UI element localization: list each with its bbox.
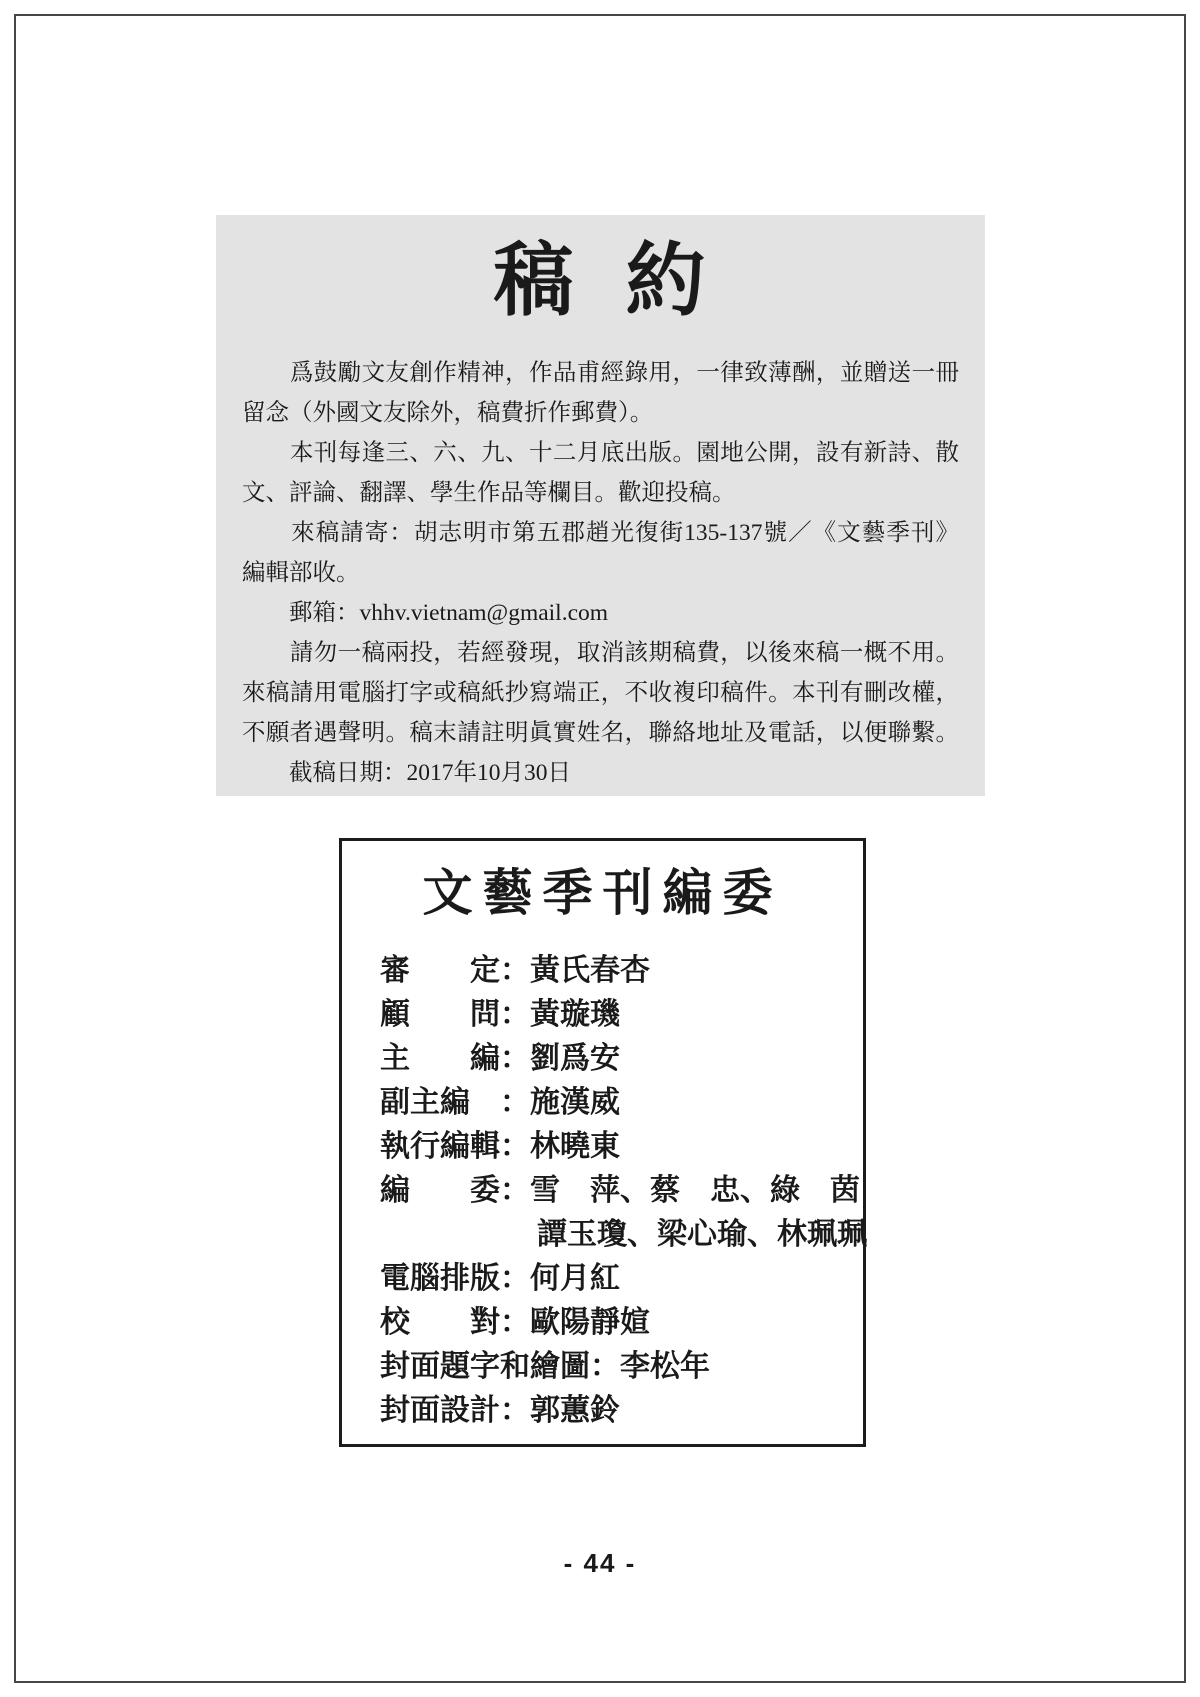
role-label: 封面題字和繪圖 bbox=[380, 1350, 590, 1383]
page-number: - 44 - bbox=[563, 1548, 637, 1578]
person-name: 何月紅 bbox=[530, 1262, 620, 1295]
committee-row bbox=[380, 1301, 853, 1345]
colon-separator: ： bbox=[500, 998, 530, 1031]
notice-line: 文、評論、翻譯、學生作品等欄目。歡迎投稿。 bbox=[242, 480, 736, 506]
person-name: 劉爲安 bbox=[530, 1042, 620, 1075]
committee-row bbox=[380, 1345, 853, 1389]
role-label: 封面設計 bbox=[380, 1394, 500, 1427]
notice-line: 請勿一稿兩投，若經發現，取消該期稿費，以後來稿一概不用。 bbox=[242, 640, 959, 666]
committee-title: 文藝季刊編委 bbox=[422, 865, 783, 921]
committee-row bbox=[380, 1257, 853, 1301]
role-label: 編 委 bbox=[380, 1174, 500, 1207]
role-label: 審 定 bbox=[380, 954, 500, 987]
committee-rows bbox=[380, 949, 867, 1433]
submission-notice-box bbox=[216, 215, 985, 796]
colon-separator: ： bbox=[500, 1306, 530, 1339]
role-label: 執行編輯 bbox=[380, 1130, 500, 1163]
committee-row bbox=[380, 949, 853, 993]
role-label: 顧 問 bbox=[380, 998, 500, 1031]
committee-row bbox=[380, 1389, 853, 1433]
role-label: 副主編 bbox=[380, 1086, 500, 1119]
notice-line: 來稿請寄：胡志明市第五郡趙光復街135-137號／《文藝季刊》 bbox=[242, 520, 959, 546]
role-label: 電腦排版 bbox=[380, 1262, 500, 1295]
committee-row bbox=[380, 1169, 860, 1213]
notice-line: 截稿日期：2017年10月30日 bbox=[242, 760, 571, 786]
person-name: 歐陽靜媗 bbox=[530, 1306, 650, 1339]
role-label: 校 對 bbox=[380, 1306, 500, 1339]
notice-line: 編輯部收。 bbox=[242, 560, 360, 586]
colon-separator: ： bbox=[500, 1394, 530, 1427]
colon-separator: ： bbox=[500, 954, 530, 987]
colon-separator: ： bbox=[500, 1130, 530, 1163]
notice-title: 稿 約 bbox=[493, 238, 708, 326]
colon-separator: ： bbox=[500, 1262, 530, 1295]
colon-separator: ： bbox=[500, 1042, 530, 1075]
colon-separator: ： bbox=[500, 1174, 530, 1207]
editorial-committee-box bbox=[339, 838, 866, 1447]
notice-line: 郵箱：vhhv.vietnam@gmail.com bbox=[242, 600, 609, 626]
notice-line: 本刊每逢三、六、九、十二月底出版。園地公開，設有新詩、散 bbox=[242, 440, 959, 466]
colon-separator: ： bbox=[500, 1086, 530, 1119]
notice-line: 來稿請用電腦打字或稿紙抄寫端正，不收複印稿件。本刊有刪改權， bbox=[242, 680, 959, 706]
role-label: 主 編 bbox=[380, 1042, 500, 1075]
person-name: 李松年 bbox=[620, 1350, 710, 1383]
person-name: 郭蕙鈴 bbox=[530, 1394, 620, 1427]
colon-separator: ： bbox=[590, 1350, 620, 1383]
person-name: 雪 萍、蔡 忠、綠 茵 bbox=[530, 1174, 860, 1207]
notice-line: 爲鼓勵文友創作精神，作品甫經錄用，一律致薄酬，並贈送一冊 bbox=[242, 360, 959, 386]
committee-row bbox=[380, 1037, 853, 1081]
person-name: 黃氏春杏 bbox=[530, 954, 650, 987]
notice-line: 留念（外國文友除外，稿費折作郵費）。 bbox=[242, 400, 654, 426]
person-name: 施漢威 bbox=[530, 1086, 620, 1119]
committee-row-continuation: 譚玉瓊、梁心瑜、林珮珮 bbox=[537, 1218, 867, 1251]
notice-body bbox=[242, 353, 959, 793]
person-name: 黃璇璣 bbox=[530, 998, 620, 1031]
committee-row bbox=[380, 1125, 853, 1169]
committee-row bbox=[380, 993, 853, 1037]
person-name: 林曉東 bbox=[530, 1130, 620, 1163]
committee-row bbox=[380, 1081, 853, 1125]
notice-line: 不願者遇聲明。稿末請註明眞實姓名，聯絡地址及電話，以便聯繫。 bbox=[242, 720, 959, 746]
